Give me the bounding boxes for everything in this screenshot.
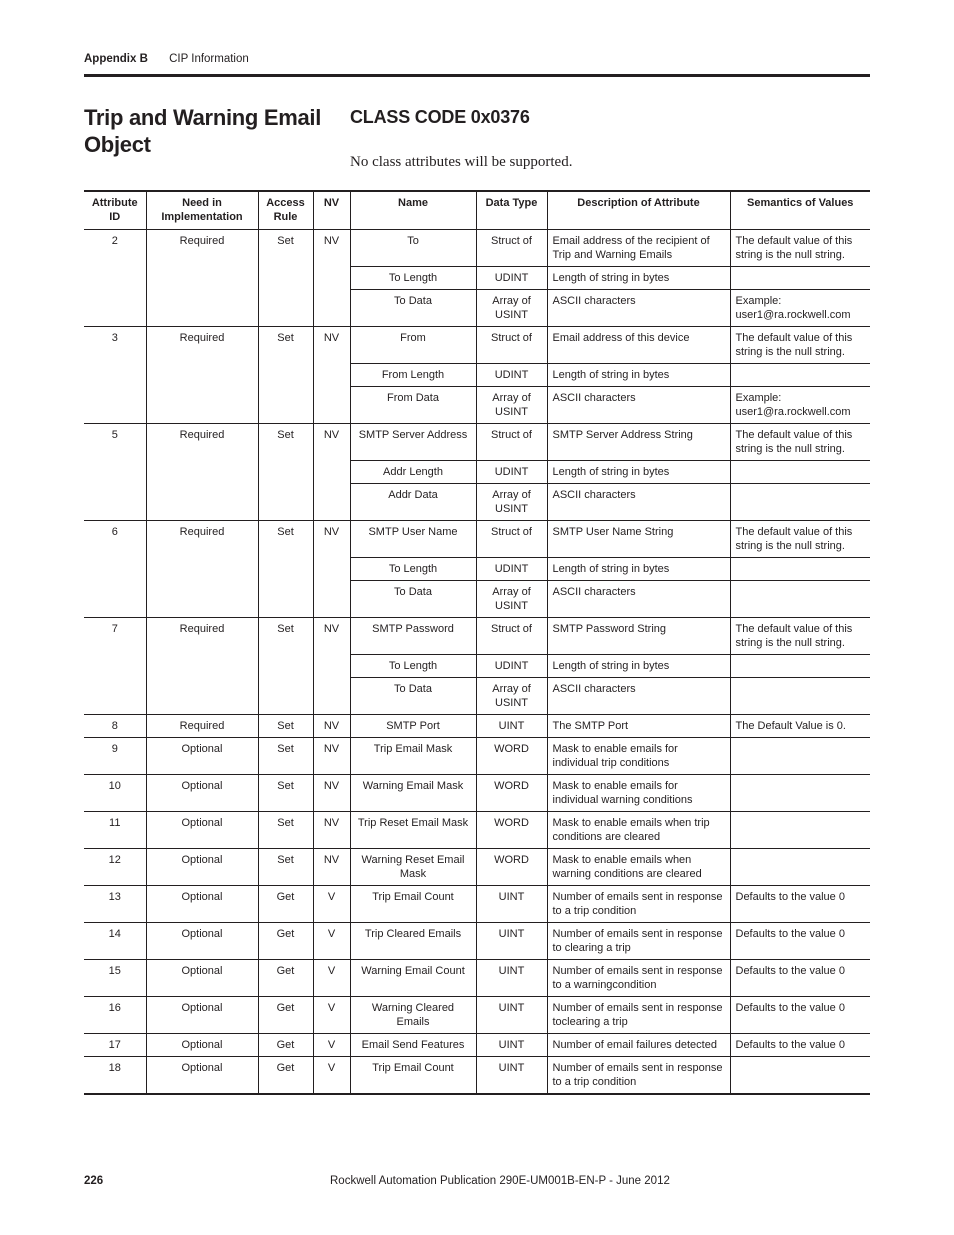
cell-semantics: Example: user1@ra.rockwell.com [730,387,870,424]
cell-attribute-id: 18 [84,1057,146,1095]
cell-semantics [730,267,870,290]
section-title: Trip and Warning Email Object [84,105,322,157]
cell-data-type: UDINT [476,461,547,484]
cell-description: SMTP User Name String [547,521,730,558]
col-header-name: Name [350,191,476,230]
col-header-need: Need in Implementation [146,191,258,230]
cell-semantics: Example: user1@ra.rockwell.com [730,290,870,327]
attribute-table [84,190,870,1095]
cell-semantics [730,812,870,849]
cell-name: Trip Email Count [350,886,476,923]
cell-nv: V [313,997,350,1034]
cell-semantics: The default value of this string is the null string. [730,521,870,558]
cell-description: ASCII characters [547,484,730,521]
cell-data-type: UINT [476,923,547,960]
cell-access: Get [258,1034,313,1057]
cell-attribute-id: 13 [84,886,146,923]
cell-need: Required [146,424,258,521]
cell-semantics: The Default Value is 0. [730,715,870,738]
table-row [84,886,870,923]
table-row [84,775,870,812]
cell-attribute-id: 3 [84,327,146,424]
appendix-label: Appendix B [84,53,148,65]
cell-access: Get [258,923,313,960]
cell-need: Optional [146,886,258,923]
cell-need: Optional [146,775,258,812]
cell-description: SMTP Server Address String [547,424,730,461]
cell-data-type: UDINT [476,267,547,290]
cell-nv: NV [313,327,350,424]
col-header-description: Description of Attribute [547,191,730,230]
table-row [84,521,870,558]
cell-data-type: WORD [476,812,547,849]
cell-need: Optional [146,738,258,775]
cell-nv: NV [313,812,350,849]
cell-access: Get [258,960,313,997]
cell-need: Optional [146,1034,258,1057]
table-row [84,1057,870,1095]
cell-semantics: Defaults to the value 0 [730,923,870,960]
cell-semantics: Defaults to the value 0 [730,960,870,997]
cell-data-type: UINT [476,715,547,738]
cell-name: SMTP Server Address [350,424,476,461]
cell-name: SMTP User Name [350,521,476,558]
class-code-heading: CLASS CODE 0x0376 [350,107,530,127]
cell-name: From Data [350,387,476,424]
cell-semantics: The default value of this string is the null string. [730,327,870,364]
table-body [84,230,870,1095]
cell-nv: V [313,1034,350,1057]
cell-name: SMTP Password [350,618,476,655]
cell-access: Set [258,618,313,715]
cell-need: Required [146,327,258,424]
cell-nv: NV [313,424,350,521]
table-row [84,923,870,960]
cell-attribute-id: 2 [84,230,146,327]
cell-data-type: WORD [476,849,547,886]
cell-attribute-id: 14 [84,923,146,960]
cell-description: Number of emails sent in response to a warningcondition [547,960,730,997]
cell-name: Warning Reset Email Mask [350,849,476,886]
cell-attribute-id: 15 [84,960,146,997]
cell-description: SMTP Password String [547,618,730,655]
cell-description: ASCII characters [547,290,730,327]
table-row [84,424,870,461]
cell-need: Optional [146,1057,258,1095]
cell-nv: NV [313,738,350,775]
cell-description: Mask to enable emails for individual trip conditions [547,738,730,775]
section-label: CIP Information [169,53,249,65]
cell-description: Email address of the recipient of Trip and Warning Emails [547,230,730,267]
cell-data-type: UDINT [476,364,547,387]
cell-need: Optional [146,812,258,849]
cell-nv: NV [313,521,350,618]
cell-name: To Length [350,558,476,581]
cell-access: Set [258,715,313,738]
table-row [84,1034,870,1057]
cell-attribute-id: 6 [84,521,146,618]
cell-attribute-id: 9 [84,738,146,775]
cell-semantics [730,849,870,886]
cell-name: To Length [350,267,476,290]
cell-nv: NV [313,230,350,327]
cell-attribute-id: 11 [84,812,146,849]
cell-description: Number of emails sent in response toclearing a trip [547,997,730,1034]
cell-need: Required [146,230,258,327]
cell-access: Get [258,886,313,923]
cell-semantics [730,1057,870,1095]
cell-nv: V [313,1057,350,1095]
col-header-attribute-id: Attribute ID [84,191,146,230]
cell-data-type: UDINT [476,655,547,678]
cell-attribute-id: 8 [84,715,146,738]
cell-name: To Data [350,678,476,715]
col-header-data-type: Data Type [476,191,547,230]
running-header [84,53,249,65]
cell-data-type: Struct of [476,327,547,364]
cell-nv: NV [313,618,350,715]
cell-attribute-id: 16 [84,997,146,1034]
cell-data-type: WORD [476,775,547,812]
cell-description: Length of string in bytes [547,655,730,678]
cell-attribute-id: 17 [84,1034,146,1057]
table-row [84,812,870,849]
cell-access: Get [258,997,313,1034]
table-row [84,618,870,655]
cell-name: Warning Email Count [350,960,476,997]
cell-name: Addr Length [350,461,476,484]
cell-need: Required [146,521,258,618]
page-number: 226 [84,1175,104,1187]
cell-need: Optional [146,849,258,886]
cell-data-type: UINT [476,1034,547,1057]
cell-need: Required [146,618,258,715]
cell-name: Email Send Features [350,1034,476,1057]
cell-name: Trip Cleared Emails [350,923,476,960]
cell-data-type: Array of USINT [476,581,547,618]
cell-name: Addr Data [350,484,476,521]
cell-attribute-id: 7 [84,618,146,715]
cell-name: Trip Email Mask [350,738,476,775]
cell-description: Number of emails sent in response to a trip condition [547,1057,730,1095]
cell-description: Length of string in bytes [547,267,730,290]
cell-semantics [730,364,870,387]
cell-data-type: Struct of [476,424,547,461]
cell-need: Required [146,715,258,738]
cell-semantics [730,655,870,678]
cell-name: To Data [350,290,476,327]
cell-description: ASCII characters [547,678,730,715]
cell-access: Get [258,1057,313,1095]
col-header-nv: NV [313,191,350,230]
cell-description: The SMTP Port [547,715,730,738]
cell-semantics: The default value of this string is the null string. [730,424,870,461]
cell-description: Mask to enable emails when trip conditions are cleared [547,812,730,849]
cell-name: Warning Email Mask [350,775,476,812]
cell-access: Set [258,230,313,327]
cell-need: Optional [146,960,258,997]
cell-data-type: UDINT [476,558,547,581]
cell-nv: V [313,960,350,997]
cell-nv: NV [313,775,350,812]
cell-nv: NV [313,715,350,738]
cell-data-type: Array of USINT [476,387,547,424]
cell-data-type: UINT [476,960,547,997]
table-row [84,997,870,1034]
cell-semantics [730,461,870,484]
cell-nv: V [313,923,350,960]
cell-semantics: The default value of this string is the null string. [730,618,870,655]
cell-attribute-id: 5 [84,424,146,521]
publication-info: Rockwell Automation Publication 290E-UM001B-EN-P - June 2012 [330,1175,670,1187]
cell-semantics: Defaults to the value 0 [730,997,870,1034]
cell-data-type: WORD [476,738,547,775]
cell-access: Set [258,775,313,812]
cell-attribute-id: 12 [84,849,146,886]
table-row [84,230,870,267]
cell-data-type: Struct of [476,521,547,558]
cell-description: Length of string in bytes [547,558,730,581]
col-header-semantics: Semantics of Values [730,191,870,230]
cell-data-type: Array of USINT [476,484,547,521]
cell-name: Trip Reset Email Mask [350,812,476,849]
table-row [84,715,870,738]
table-row [84,960,870,997]
table-row [84,738,870,775]
cell-access: Set [258,738,313,775]
cell-semantics: The default value of this string is the null string. [730,230,870,267]
cell-semantics [730,558,870,581]
cell-data-type: Struct of [476,618,547,655]
cell-description: Mask to enable emails for individual warning conditions [547,775,730,812]
cell-data-type: Array of USINT [476,290,547,327]
cell-semantics [730,484,870,521]
cell-semantics [730,581,870,618]
cell-access: Set [258,424,313,521]
cell-access: Set [258,521,313,618]
cell-name: To [350,230,476,267]
cell-description: ASCII characters [547,387,730,424]
cell-data-type: UINT [476,1057,547,1095]
cell-description: Number of emails sent in response to clearing a trip [547,923,730,960]
cell-description: Mask to enable emails when warning conditions are cleared [547,849,730,886]
cell-name: To Data [350,581,476,618]
table-header-row [84,191,870,230]
cell-attribute-id: 10 [84,775,146,812]
cell-data-type: UINT [476,886,547,923]
table-row [84,327,870,364]
cell-data-type: UINT [476,997,547,1034]
cell-name: Trip Email Count [350,1057,476,1095]
cell-semantics [730,678,870,715]
cell-description: ASCII characters [547,581,730,618]
cell-data-type: Struct of [476,230,547,267]
cell-name: From [350,327,476,364]
cell-nv: V [313,886,350,923]
cell-name: From Length [350,364,476,387]
col-header-access: Access Rule [258,191,313,230]
cell-access: Set [258,849,313,886]
cell-access: Set [258,812,313,849]
cell-description: Number of emails sent in response to a trip condition [547,886,730,923]
cell-data-type: Array of USINT [476,678,547,715]
cell-semantics: Defaults to the value 0 [730,886,870,923]
cell-name: SMTP Port [350,715,476,738]
cell-access: Set [258,327,313,424]
cell-semantics [730,775,870,812]
cell-description: Number of email failures detected [547,1034,730,1057]
table-row [84,849,870,886]
cell-semantics [730,738,870,775]
cell-need: Optional [146,997,258,1034]
cell-description: Email address of this device [547,327,730,364]
cell-description: Length of string in bytes [547,364,730,387]
cell-need: Optional [146,923,258,960]
cell-name: Warning Cleared Emails [350,997,476,1034]
header-divider [84,74,870,77]
cell-semantics: Defaults to the value 0 [730,1034,870,1057]
cell-description: Length of string in bytes [547,461,730,484]
cell-nv: NV [313,849,350,886]
intro-text: No class attributes will be supported. [350,154,573,170]
cell-name: To Length [350,655,476,678]
